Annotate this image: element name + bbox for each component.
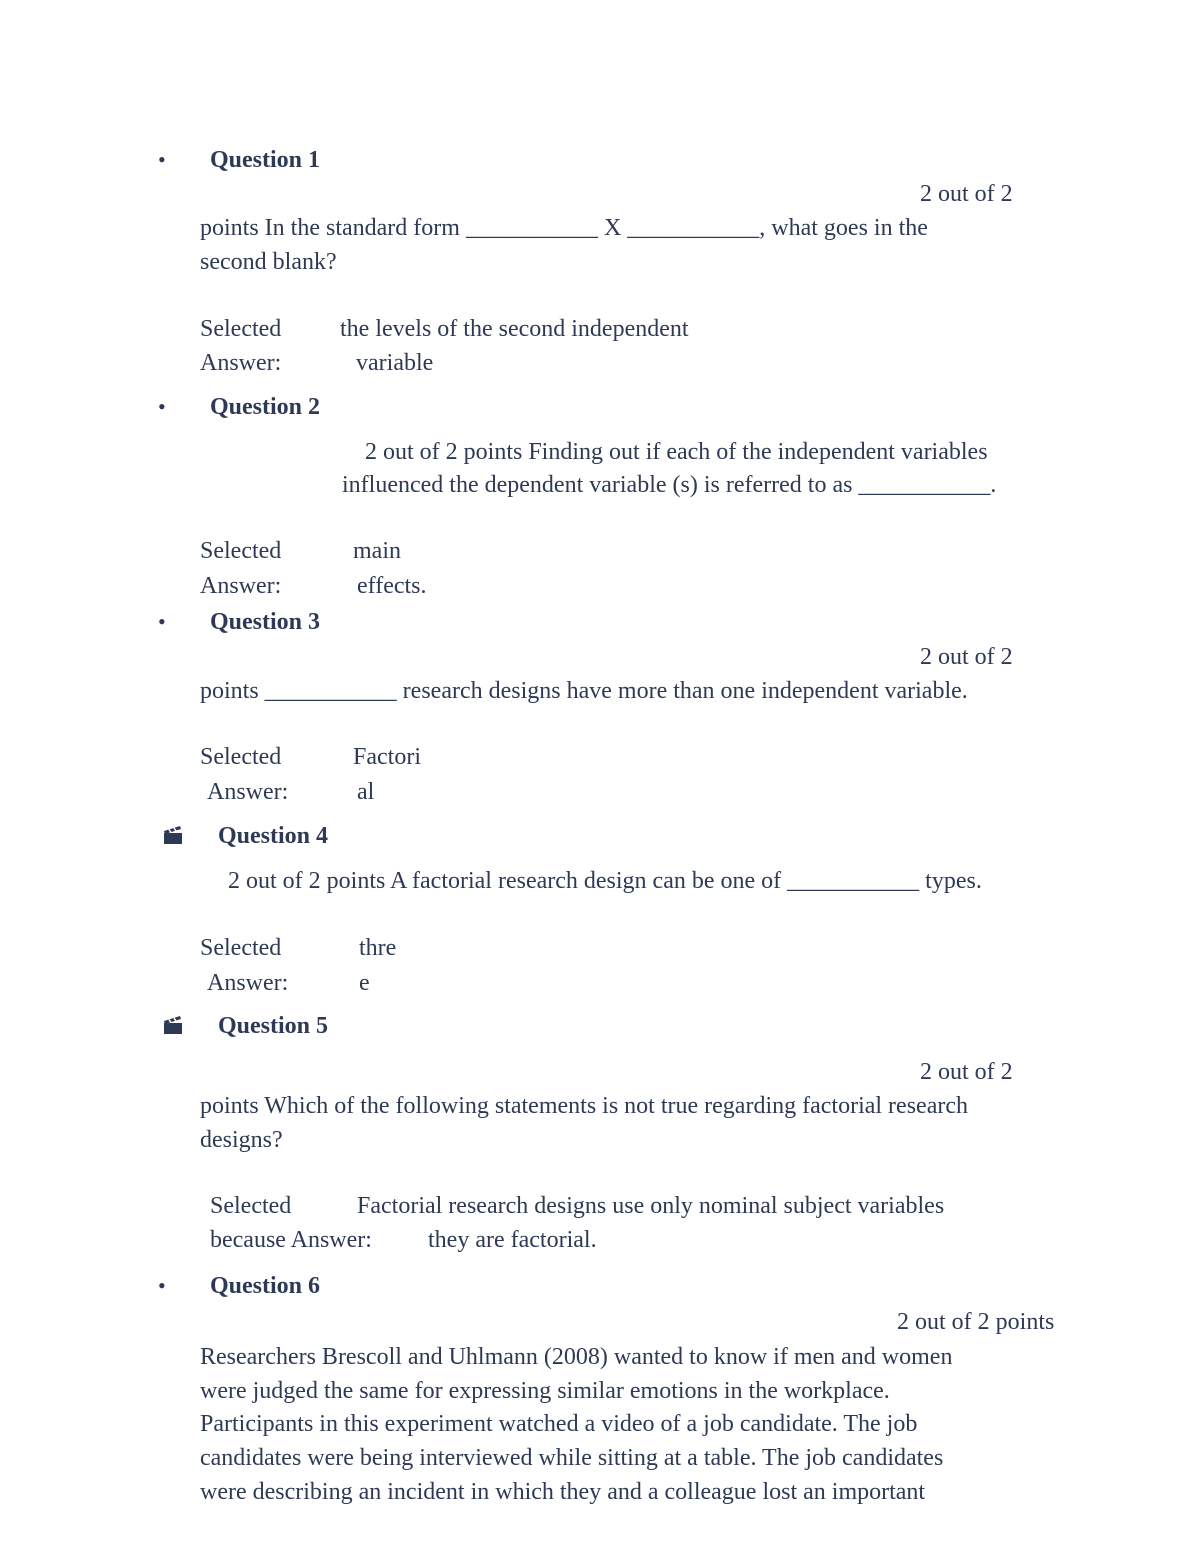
- question-title: Question 4: [218, 823, 329, 849]
- question-prompt: points In the standard form ___________ X ___________, what goes in the: [200, 215, 928, 241]
- bullet-marker: •: [158, 609, 166, 634]
- question-prompt: designs?: [200, 1127, 283, 1153]
- selected-answer: e: [359, 970, 370, 996]
- question-body-line: Participants in this experiment watched a video of a job candidate. The job: [200, 1411, 918, 1437]
- bullet-marker: •: [158, 147, 166, 172]
- selected-label: Selected: [200, 935, 282, 961]
- selected-answer: Factori: [353, 744, 421, 770]
- answer-label: because Answer:: [210, 1227, 372, 1253]
- selected-answer: the levels of the second independent: [340, 316, 689, 342]
- selected-answer: thre: [359, 935, 397, 961]
- question-body-line: Researchers Brescoll and Uhlmann (2008) wanted to know if men and women: [200, 1344, 953, 1370]
- selected-label: Selected: [200, 316, 282, 342]
- question-prompt: 2 out of 2 points Finding out if each of the independent variables: [365, 439, 988, 465]
- selected-answer: main: [353, 538, 401, 564]
- answer-label: Answer:: [207, 779, 289, 805]
- selected-label: Selected: [200, 538, 282, 564]
- selected-label: Selected: [210, 1193, 292, 1219]
- selected-answer: effects.: [357, 573, 427, 599]
- question-score: 2 out of 2: [920, 1059, 1013, 1085]
- answer-label: Answer:: [207, 970, 289, 996]
- question-prompt: points Which of the following statements is not true regarding factorial research: [200, 1093, 968, 1119]
- question-score: 2 out of 2: [920, 181, 1013, 207]
- selected-answer: al: [357, 779, 375, 805]
- question-prompt: 2 out of 2 points A factorial research design can be one of ___________ types.: [228, 868, 982, 894]
- clapper-icon: [163, 825, 183, 845]
- clapper-icon: [163, 1015, 183, 1035]
- selected-answer: Factorial research designs use only nominal subject variables: [357, 1193, 945, 1219]
- question-title: Question 1: [210, 147, 321, 173]
- answer-label: Answer:: [200, 350, 282, 376]
- question-score: 2 out of 2 points: [897, 1309, 1055, 1335]
- selected-label: Selected: [200, 744, 282, 770]
- question-title: Question 2: [210, 394, 321, 420]
- question-prompt: second blank?: [200, 249, 337, 275]
- question-title: Question 3: [210, 609, 321, 635]
- answer-label: Answer:: [200, 573, 282, 599]
- question-score: 2 out of 2: [920, 644, 1013, 670]
- question-body-line: candidates were being interviewed while sitting at a table. The job candidates: [200, 1445, 944, 1471]
- question-body-line: were judged the same for expressing similar emotions in the workplace.: [200, 1378, 890, 1404]
- bullet-marker: •: [158, 1273, 166, 1298]
- question-title: Question 5: [218, 1013, 329, 1039]
- question-title: Question 6: [210, 1273, 321, 1299]
- selected-answer: variable: [356, 350, 434, 376]
- question-body-line: were describing an incident in which they and a colleague lost an important: [200, 1479, 926, 1505]
- bullet-marker: •: [158, 394, 166, 419]
- question-prompt: points ___________ research designs have more than one independent variable.: [200, 678, 968, 704]
- selected-answer: they are factorial.: [428, 1227, 597, 1253]
- question-prompt: influenced the dependent variable (s) is referred to as ___________.: [342, 472, 997, 498]
